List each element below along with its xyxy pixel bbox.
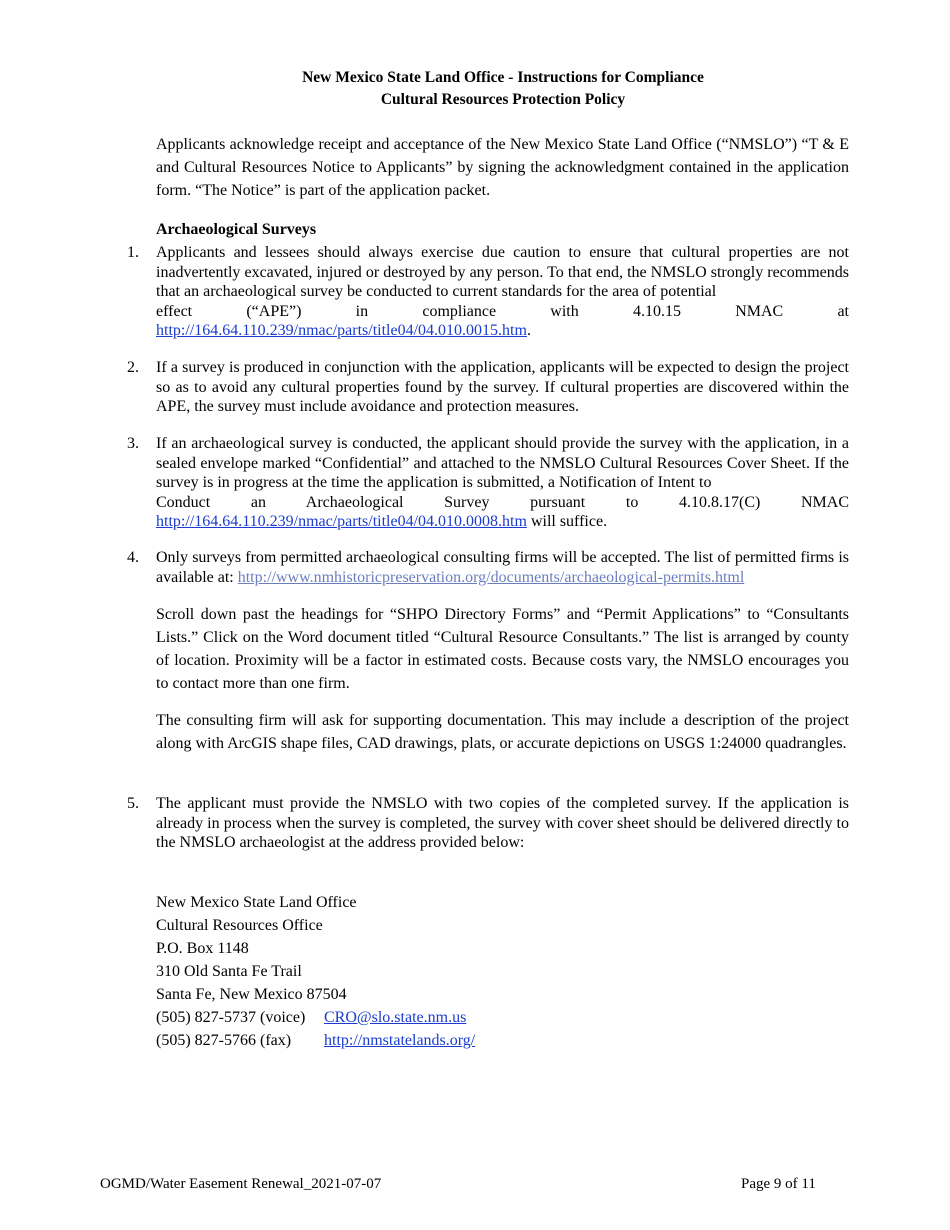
page-title: New Mexico State Land Office - Instructions for Compliance [302, 69, 704, 86]
list-item-number: 1. [127, 244, 139, 261]
page-subtitle: Cultural Resources Protection Policy [380, 91, 626, 108]
supporting-documentation-paragraph: The consulting firm will ask for supporting documentation. This may include a description of the project along with ArcGIS shape files, CAD drawings, plats, or accurate depictions on USGS 1:24000 quadrangles. [156, 712, 849, 752]
intro-paragraph: Applicants acknowledge receipt and acceptance of the New Mexico State Land Office (“NMSLO”) “T & E and Cultural Resources Notice to Applicants” by signing the acknowledgment contained in the application form. “The Notice” is part of the application packet. [156, 136, 849, 199]
address-line: Cultural Resources Office [156, 917, 323, 934]
address-line: Santa Fe, New Mexico 87504 [156, 986, 347, 1003]
address-line: New Mexico State Land Office [156, 894, 357, 911]
voice-phone: (505) 827-5737 (voice) [156, 1009, 306, 1026]
section-heading: Archaeological Surveys [156, 221, 317, 238]
list-item-text: Applicants and lessees should always exercise due caution to ensure that cultural properties are not inadvertently excavated, injured or destroyed by any person. To that end, the NMSLO strongly recommends that an archaeological survey be conducted to current standards for the area of potential [156, 244, 849, 300]
address-block [156, 891, 475, 1052]
list-item-number: 4. [127, 549, 139, 566]
list-item-text-end: . [526, 322, 531, 339]
list-item-text: If a survey is produced in conjunction with the application, applicants will be expected to design the project so as to avoid any cultural properties found by the survey. If cultural properties are discovered within the APE, the survey must include avoidance and protection measures. [156, 359, 849, 415]
list-item-body [156, 548, 849, 587]
footer-document-id: OGMD/Water Easement Renewal_2021-07-07 [100, 1176, 382, 1192]
email-link[interactable]: CRO@slo.state.nm.us [324, 1009, 467, 1026]
consultants-instructions-paragraph: Scroll down past the headings for “SHPO Directory Forms” and “Permit Applications” to “Consultants Lists.” Click on the Word document titled “Cultural Resource Consultants.” The list is arranged by county of location. Proximity will be a factor in estimated costs. Because costs vary, the NMSLO encourages you to contact more than one firm. [156, 606, 849, 692]
footer-page-number: Page 9 of 11 [741, 1176, 816, 1192]
archaeological-permits-link[interactable]: http://www.nmhistoricpreservation.org/documents/archaeological-permits.html [237, 568, 745, 586]
address-line: P.O. Box 1148 [156, 940, 249, 957]
list-item-number: 2. [127, 359, 139, 376]
list-item-justified-line: effect (“APE”) in compliance with 4.10.15 NMAC at [156, 302, 849, 320]
fax-phone: (505) 827-5766 (fax) [156, 1032, 292, 1049]
address-line: 310 Old Santa Fe Trail [156, 963, 302, 980]
nmac-4-10-15-link[interactable]: http://164.64.110.239/nmac/parts/title04/04.010.0015.htm [156, 322, 527, 339]
list-item-body [156, 434, 849, 532]
list-item-text: If an archaeological survey is conducted, the applicant should provide the survey with the application, in a sealed envelope marked “Confidential” and attached to the NMSLO Cultural Resources Cover Sheet. If the survey is in progress at the time the application is submitted, a Notification of Intent to [156, 435, 849, 491]
voice-row [156, 1006, 475, 1029]
website-link[interactable]: http://nmstatelands.org/ [324, 1032, 476, 1049]
list-item-body [156, 243, 849, 341]
list-item-text: The applicant must provide the NMSLO with two copies of the completed survey. If the application is already in process when the survey is completed, the survey with cover sheet should be delivered directly to the NMSLO archaeologist at the address provided below: [156, 795, 849, 851]
list-item-number: 5. [127, 795, 139, 812]
list-item-text-end: will suffice. [526, 513, 608, 530]
list-item-number: 3. [127, 435, 139, 452]
list-item-text: Only surveys from permitted archaeological consulting firms will be accepted. The list of permitted firms is available at: [156, 549, 849, 586]
nmac-4-10-8-link[interactable]: http://164.64.110.239/nmac/parts/title04/04.010.0008.htm [156, 513, 527, 530]
fax-row [156, 1029, 475, 1052]
list-item-justified-line: Conduct an Archaeological Survey pursuant to 4.10.8.17(C) NMAC [156, 493, 849, 511]
